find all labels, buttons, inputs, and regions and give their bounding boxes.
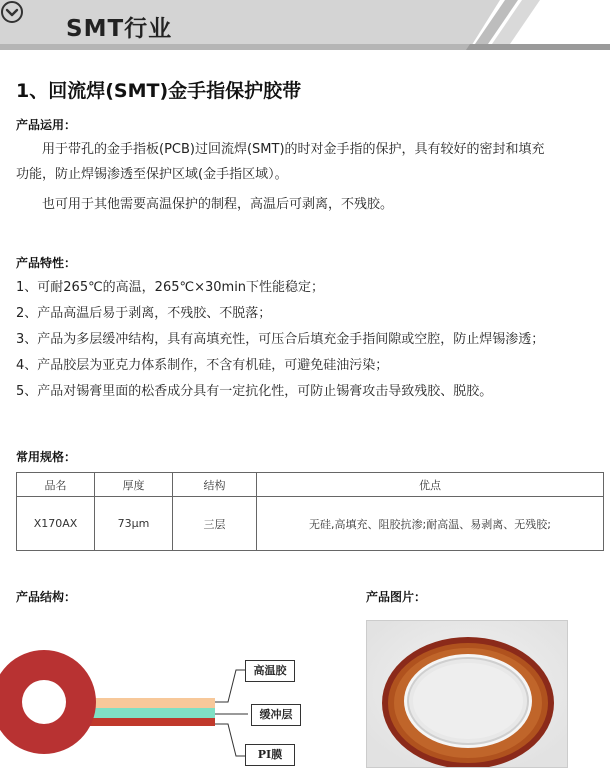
product-photo	[366, 620, 568, 768]
cell-name: X170AX	[17, 497, 95, 551]
spec-label: 常用规格：	[16, 450, 77, 464]
banner-title: SMT行业	[66, 16, 173, 42]
feature-item: 4、产品胶层为亚克力体系制作，不含有机硅，可避免硅油污染；	[16, 358, 389, 373]
features-label: 产品特性：	[16, 256, 77, 270]
col-header-name: 品名	[17, 473, 95, 497]
spec-table	[16, 472, 604, 551]
tape-roll-photo-icon	[367, 621, 568, 768]
feature-item: 1、可耐265℃的高温，265℃×30min下性能稳定；	[16, 280, 325, 295]
picture-label: 产品图片：	[366, 590, 427, 604]
col-header-thickness: 厚度	[95, 473, 173, 497]
usage-label: 产品运用：	[16, 118, 77, 132]
col-header-advantages: 优点	[257, 473, 604, 497]
page-title: 1、回流焊(SMT)金手指保护胶带	[16, 80, 302, 102]
layer-label-pi: PI膜	[245, 744, 295, 766]
layer-label-buffer: 缓冲层	[251, 704, 301, 726]
cell-advantages: 无硅,高填充、阻胶抗渗;耐高温、易剥离、无残胶;	[257, 497, 604, 551]
feature-item: 2、产品高温后易于剥离，不残胶、不脱落；	[16, 306, 272, 321]
table-row	[17, 497, 604, 551]
feature-item: 3、产品为多层缓冲结构，具有高填充性，可压合后填充金手指间隙或空腔，防止焊锡渗透；	[16, 332, 545, 347]
usage-para1-line2: 功能，防止焊锡渗透至保护区域(金手指区域）。	[16, 167, 288, 182]
usage-para2: 也可用于其他需要高温保护的制程，高温后可剥离，不残胶。	[42, 197, 394, 212]
col-header-structure: 结构	[173, 473, 257, 497]
usage-para1-line1: 用于带孔的金手指板(PCB)过回流焊(SMT)的时对金手指的保护，具有较好的密封和填充	[42, 142, 545, 157]
structure-diagram	[0, 620, 320, 768]
feature-item: 5、产品对锡膏里面的松香成分具有一定抗化性，可防止锡膏攻击导致残胶、脱胶。	[16, 384, 493, 399]
layer-label-adhesive: 高温胶	[245, 660, 295, 682]
features-list	[16, 275, 544, 405]
cell-structure: 三层	[173, 497, 257, 551]
structure-label: 产品结构：	[16, 590, 77, 604]
table-header-row	[17, 473, 604, 497]
section-banner	[0, 0, 610, 62]
chevron-down-circle-icon	[0, 0, 24, 24]
cell-thickness: 73μm	[95, 497, 173, 551]
